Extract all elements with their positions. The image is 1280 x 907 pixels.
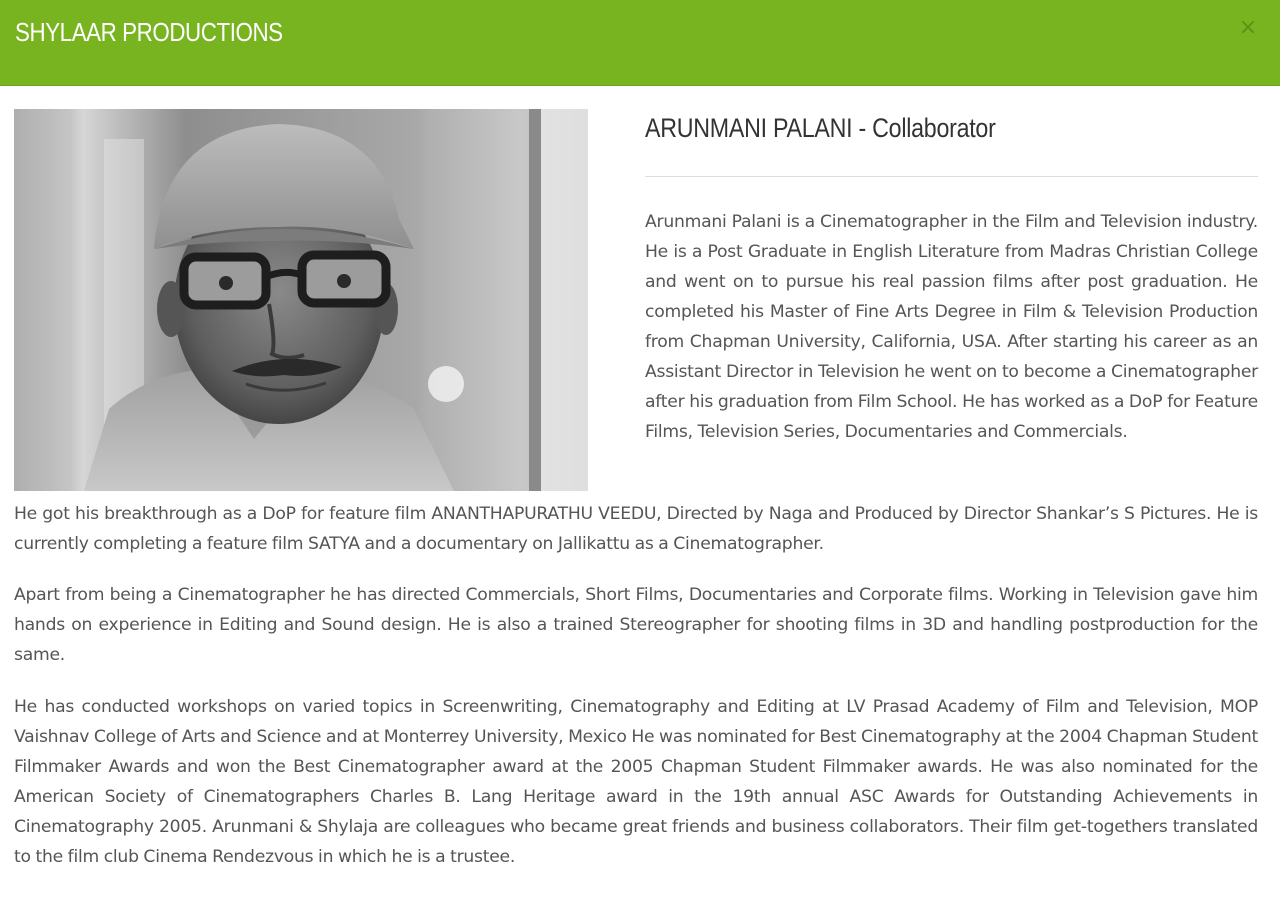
profile-heading: ARUNMANI PALANI - Collaborator: [645, 113, 996, 143]
close-icon[interactable]: ×: [1236, 14, 1260, 42]
modal-header: [0, 0, 1280, 86]
heading-divider: [645, 176, 1258, 177]
brand-title: SHYLAAR PRODUCTIONS: [15, 17, 283, 47]
bio-paragraph-1: Arunmani Palani is a Cinematographer in the Film and Television industry. He is a Post Graduate in English Literature from Madras Christian College and went on to pursue his real passion films after post graduation. He completed his Master of Fine Arts Degree in Film & Television Production from Chapman University, California, USA. After starting his career as an Assistant Director in Television he went on to become a Cinematographer after his graduation from Film School. He has worked as a DoP for Feature Films, Television Series, Documentaries and Commercials.: [645, 212, 1258, 442]
portrait-photo: [14, 109, 588, 491]
bio-paragraph-3: Apart from being a Cinematographer he has directed Commercials, Short Films, Documentaries and Corporate films. Working in Television gave him hands on experience in Editing and Sound design. He is also a trained Stereographer for shooting films in 3D and handling postproduction for the same.: [14, 585, 1258, 665]
bio-paragraph-4: He has conducted workshops on varied topics in Screenwriting, Cinematography and Editing at LV Prasad Academy of Film and Television, MOP Vaishnav College of Arts and Science and at Monterrey University, Mexico He was nominated for Best Cinematography at the 2004 Chapman Student Filmmaker Awards and won the Best Cinematographer award at the 2005 Chapman Student Filmmaker awards. He was also nominated for the American Society of Cinematographers Charles B. Lang Heritage award in the 19th annual ASC Awards for Outstanding Achievements in Cinematography 2005. Arunmani & Shylaja are colleagues who became great friends and business collaborators. Their film get-togethers translated to the film club Cinema Rendezvous in which he is a trustee.: [14, 697, 1258, 867]
bio-paragraph-2: He got his breakthrough as a DoP for feature film ANANTHAPURATHU VEEDU, Directed by Naga and Produced by Director Shankar’s S Pictures. He is currently completing a feature film SATYA and a documentary on Jallikattu as a Cinematographer.: [14, 504, 1258, 554]
portrait-photo-graphic: [14, 109, 588, 491]
